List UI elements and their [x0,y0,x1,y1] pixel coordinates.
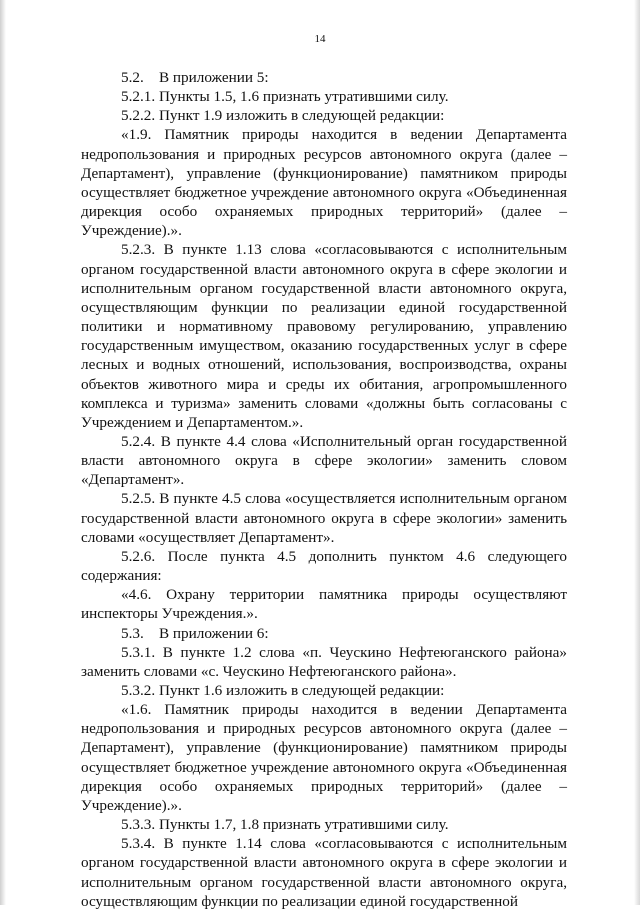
paragraph-5-3: 5.3. В приложении 6: [121,624,269,642]
paragraph-5-2: 5.2. В приложении 5: [121,69,269,86]
paragraph-5-2-4: 5.2.4. В пункте 4.4 слова «Исполнительный орган государственной власти автономного округа в сфере экологии» заменить словом «Департамент». [81,432,567,489]
paragraph-5-3-2: 5.3.2. Пункт 1.6 изложить в следующей редакции: [121,682,445,699]
paragraph-5-2-3: 5.2.3. В пункте 1.13 слова «согласовываются с исполнительным органом государственной власти автономного округа в сфере экологии и исполнительным органом государственной власти автономного округа, осуществляющим функции по реализации единой государственной политики и нормативному правовому регулированию, управлению государственным имуществом, оказанию государственных услуг в сфере лесных и водных отношений, использования, воспроизводства, охраны объектов животного мира и среды их обитания, агропромышленного комплекса и туризма» заменить словами «должны быть согласованы с Учреждением и Департаментом.». [81,241,567,431]
paragraph-5-2-6: 5.2.6. После пункта 4.5 дополнить пунктом 4.6 следующего содержания: [81,547,567,585]
paragraph-quote-1-9: «1.9. Памятник природы находится в ведении Департамента недропользования и природных ресурсов автономного округа (далее – Департамент), управление (функционирование) памятником природы осуществляет бюджетное учреждение автономного округа «Объединенная дирекция особо охраняемых природных территорий» (далее – Учреждение).». [81,126,567,240]
paragraph-5-2-2: 5.2.2. Пункт 1.9 изложить в следующей редакции: [121,107,445,125]
page-number: 14 [314,33,326,45]
paragraph-5-3-4: 5.3.4. В пункте 1.14 слова «согласовываются с исполнительным органом государственной власти автономного округа в сфере экологии и исполнительным органом государственной власти автономного округа, осуществляющим функции по реализации единой государственной [81,835,567,910]
paragraph-5-3-1: 5.3.1. В пункте 1.2 слова «п. Чеускино Нефтеюганского района» заменить словами «с. Чеускино Нефтеюганского района». [81,643,567,680]
paragraph-5-2-5: 5.2.5. В пункте 4.5 слова «осуществляется исполнительным органом государственной власти автономного округа в сфере экологии» заменить словами «осуществляет Департамент». [81,490,567,546]
scan-edge-right [634,0,640,905]
paragraph-quote-1-6: «1.6. Памятник природы находится в ведении Департамента недропользования и природных ресурсов автономного округа (далее – Департамент), управление (функционирование) памятником природы осуществляет бюджетное учреждение автономного округа «Объединенная дирекция особо охраняемых природных территорий» (далее – Учреждение).». [81,701,567,814]
paragraph-5-3-3: 5.3.3. Пункты 1.7, 1.8 признать утратившими силу. [121,816,449,834]
paragraph-5-2-1: 5.2.1. Пункты 1.5, 1.6 признать утратившими силу. [121,88,449,106]
document-body [81,68,567,911]
paragraph-quote-4-6: «4.6. Охрану территории памятника природы осуществляют инспекторы Учреждения.». [81,586,567,623]
scan-edge-left [0,0,6,905]
